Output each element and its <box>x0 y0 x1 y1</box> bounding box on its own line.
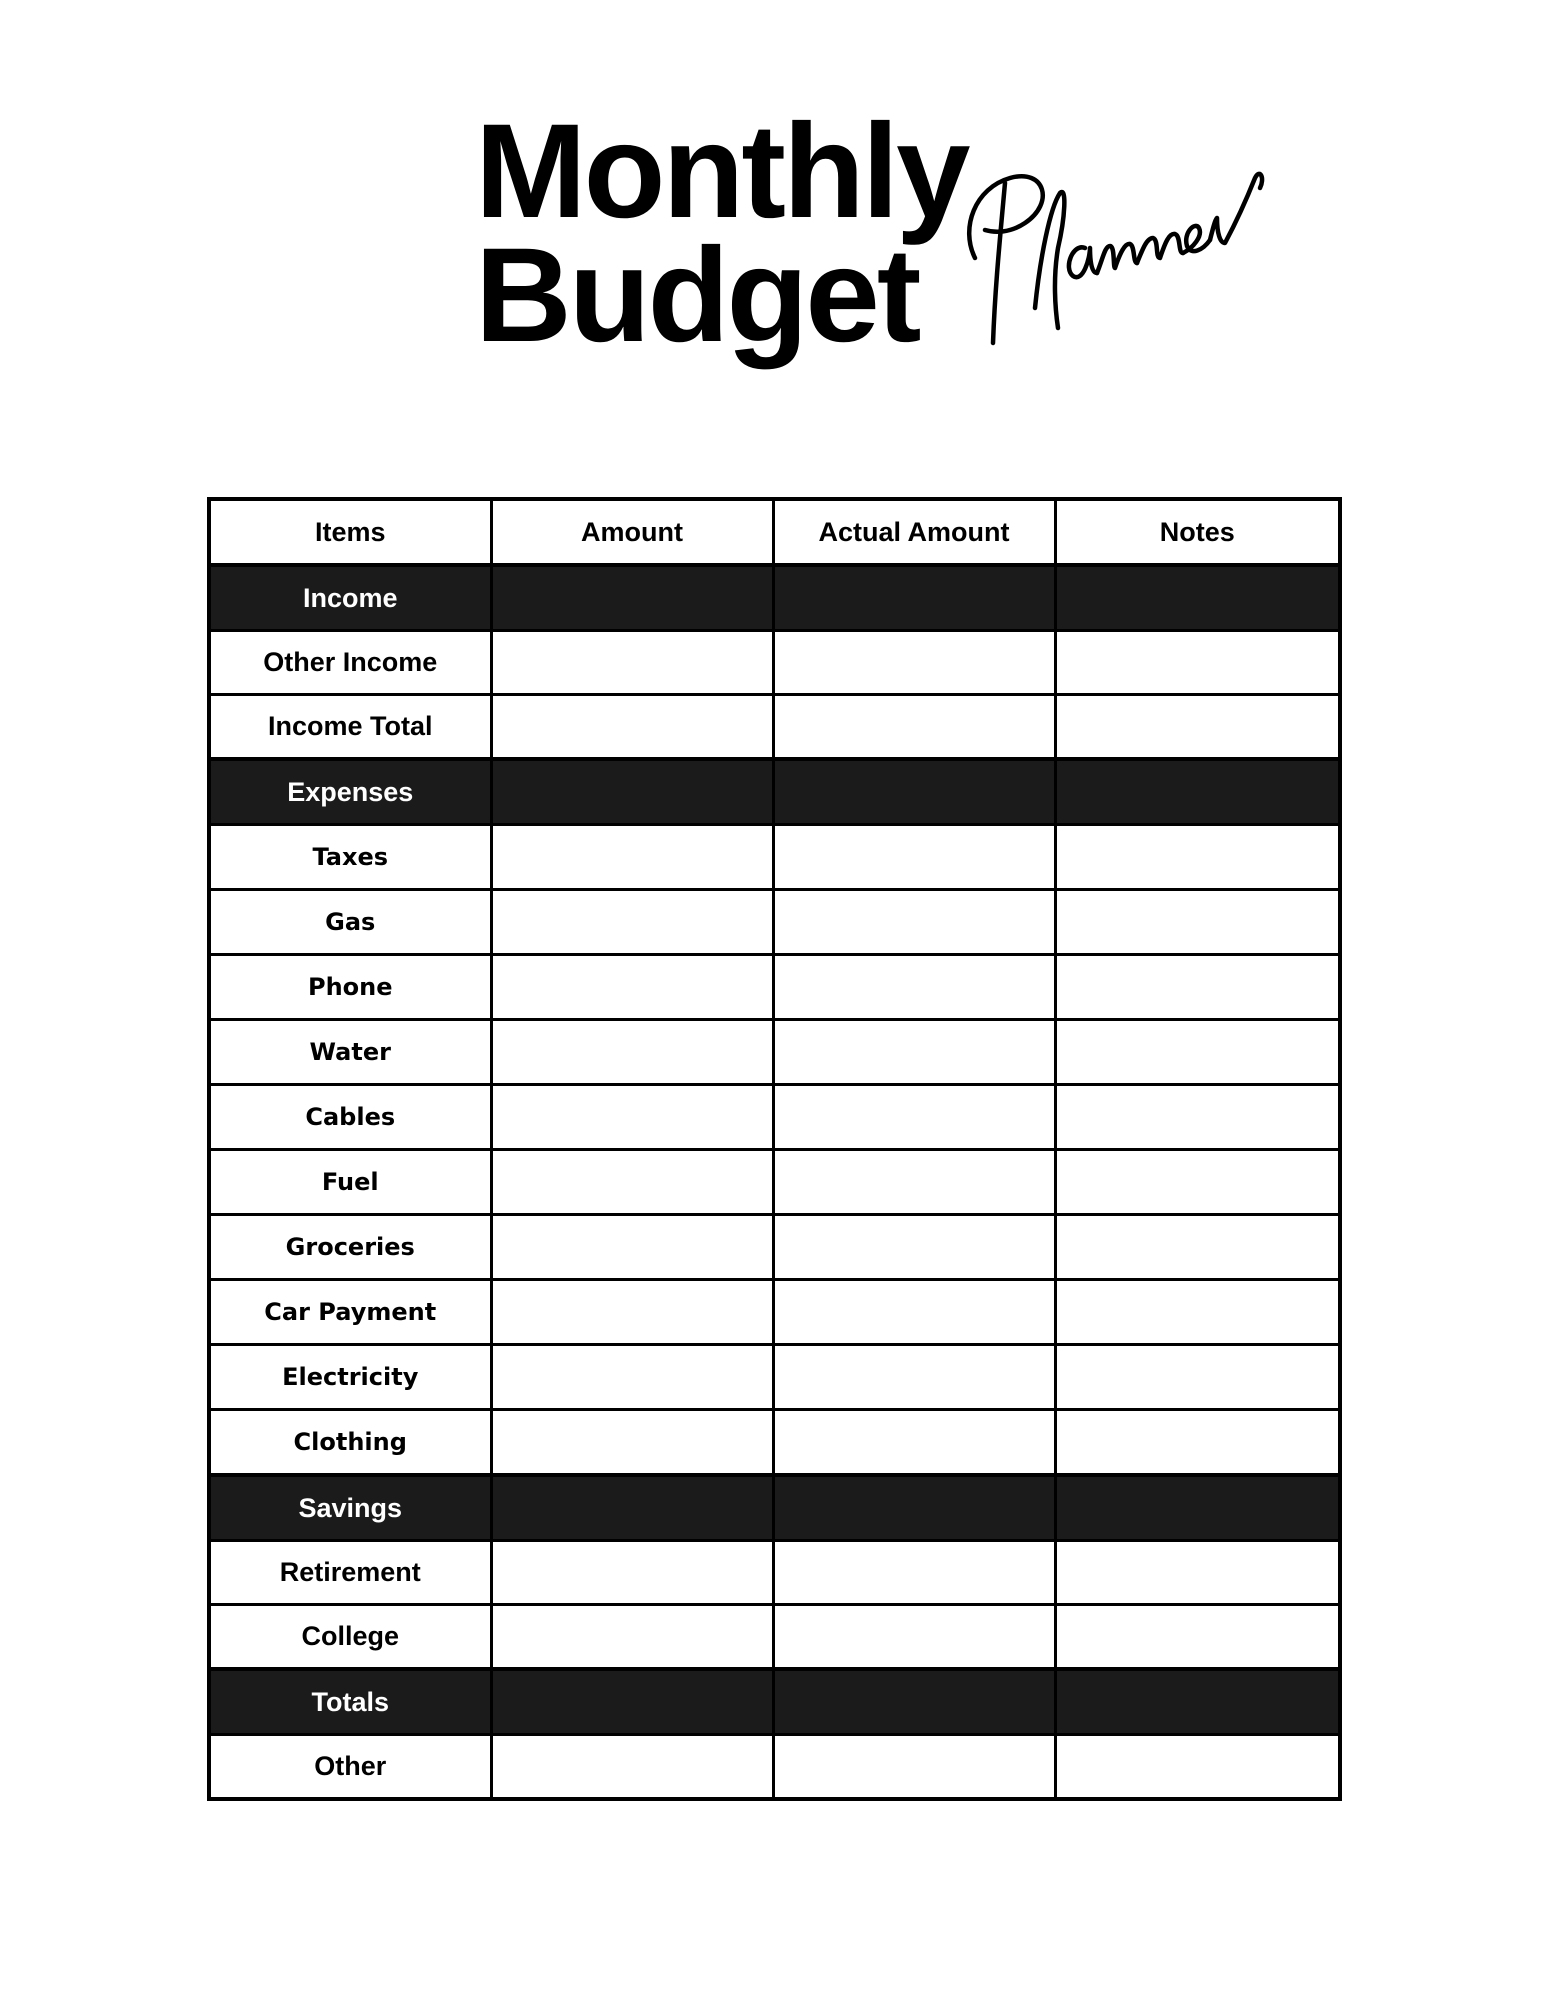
budget-table <box>207 497 1342 1801</box>
amount-cell[interactable] <box>491 890 773 955</box>
title-monthly: Monthly <box>475 97 968 246</box>
actual-amount-cell[interactable] <box>773 1215 1055 1280</box>
notes-cell[interactable] <box>1055 1150 1340 1215</box>
row-label: Other Income <box>209 631 491 695</box>
amount-cell[interactable] <box>491 955 773 1020</box>
row-label: Car Payment <box>209 1280 491 1345</box>
actual-amount-cell[interactable] <box>773 1605 1055 1670</box>
notes-cell[interactable] <box>1055 1085 1340 1150</box>
row-label: College <box>209 1605 491 1670</box>
table-row-phone <box>209 955 1340 1020</box>
actual-amount-cell[interactable] <box>773 825 1055 890</box>
actual-amount-cell[interactable] <box>773 1541 1055 1605</box>
actual-amount-cell[interactable] <box>773 1345 1055 1410</box>
row-label: Cables <box>209 1085 491 1150</box>
notes-cell[interactable] <box>1055 1541 1340 1605</box>
notes-cell[interactable] <box>1055 1605 1340 1670</box>
actual-amount-cell[interactable] <box>773 955 1055 1020</box>
amount-cell <box>491 565 773 631</box>
table-row-electricity <box>209 1345 1340 1410</box>
amount-cell[interactable] <box>491 1215 773 1280</box>
notes-cell[interactable] <box>1055 1215 1340 1280</box>
row-label: Retirement <box>209 1541 491 1605</box>
title-budget: Budget <box>475 221 919 370</box>
table-row-car-payment <box>209 1280 1340 1345</box>
table-row-gas <box>209 890 1340 955</box>
amount-cell[interactable] <box>491 1020 773 1085</box>
notes-cell[interactable] <box>1055 890 1340 955</box>
amount-cell[interactable] <box>491 1150 773 1215</box>
table-row-other-income <box>209 631 1340 695</box>
actual-amount-cell[interactable] <box>773 1150 1055 1215</box>
notes-cell <box>1055 1669 1340 1735</box>
amount-cell[interactable] <box>491 1410 773 1476</box>
page-title <box>475 97 968 370</box>
notes-cell[interactable] <box>1055 1410 1340 1476</box>
amount-cell <box>491 759 773 825</box>
planner-script-title <box>955 148 1275 348</box>
notes-cell <box>1055 565 1340 631</box>
table-row-taxes <box>209 825 1340 890</box>
table-row-retirement <box>209 1541 1340 1605</box>
amount-cell[interactable] <box>491 695 773 760</box>
amount-cell[interactable] <box>491 1345 773 1410</box>
row-label: Expenses <box>209 759 491 825</box>
table-row-other <box>209 1735 1340 1800</box>
table-row-water <box>209 1020 1340 1085</box>
amount-cell[interactable] <box>491 1735 773 1800</box>
planner-script-glyphs <box>955 148 1275 348</box>
row-label: Income <box>209 565 491 631</box>
actual-amount-cell[interactable] <box>773 890 1055 955</box>
section-row-expenses <box>209 759 1340 825</box>
amount-cell[interactable] <box>491 631 773 695</box>
table-header-row <box>209 499 1340 565</box>
table-row-income-total <box>209 695 1340 760</box>
table-row-clothing <box>209 1410 1340 1476</box>
notes-cell <box>1055 759 1340 825</box>
column-header-notes: Notes <box>1055 499 1340 565</box>
section-row-income <box>209 565 1340 631</box>
column-header-amount: Amount <box>491 499 773 565</box>
table-row-college <box>209 1605 1340 1670</box>
amount-cell <box>491 1475 773 1541</box>
row-label: Income Total <box>209 695 491 760</box>
actual-amount-cell[interactable] <box>773 1020 1055 1085</box>
actual-amount-cell[interactable] <box>773 1735 1055 1800</box>
actual-amount-cell[interactable] <box>773 1085 1055 1150</box>
actual-amount-cell <box>773 1669 1055 1735</box>
row-label: Other <box>209 1735 491 1800</box>
notes-cell[interactable] <box>1055 825 1340 890</box>
notes-cell[interactable] <box>1055 695 1340 760</box>
amount-cell[interactable] <box>491 1605 773 1670</box>
row-label: Groceries <box>209 1215 491 1280</box>
notes-cell[interactable] <box>1055 1345 1340 1410</box>
row-label: Gas <box>209 890 491 955</box>
notes-cell[interactable] <box>1055 955 1340 1020</box>
actual-amount-cell[interactable] <box>773 695 1055 760</box>
amount-cell[interactable] <box>491 825 773 890</box>
row-label: Fuel <box>209 1150 491 1215</box>
row-label: Electricity <box>209 1345 491 1410</box>
table-row-groceries <box>209 1215 1340 1280</box>
row-label: Clothing <box>209 1410 491 1476</box>
notes-cell[interactable] <box>1055 1735 1340 1800</box>
notes-cell[interactable] <box>1055 1280 1340 1345</box>
amount-cell[interactable] <box>491 1541 773 1605</box>
amount-cell[interactable] <box>491 1085 773 1150</box>
row-label: Taxes <box>209 825 491 890</box>
actual-amount-cell[interactable] <box>773 1410 1055 1476</box>
notes-cell <box>1055 1475 1340 1541</box>
actual-amount-cell[interactable] <box>773 631 1055 695</box>
table-row-cables <box>209 1085 1340 1150</box>
amount-cell <box>491 1669 773 1735</box>
row-label: Totals <box>209 1669 491 1735</box>
section-row-totals <box>209 1669 1340 1735</box>
notes-cell[interactable] <box>1055 631 1340 695</box>
row-label: Savings <box>209 1475 491 1541</box>
section-row-savings <box>209 1475 1340 1541</box>
row-label: Water <box>209 1020 491 1085</box>
row-label: Phone <box>209 955 491 1020</box>
actual-amount-cell <box>773 1475 1055 1541</box>
actual-amount-cell <box>773 759 1055 825</box>
column-header-items: Items <box>209 499 491 565</box>
table-row-fuel <box>209 1150 1340 1215</box>
actual-amount-cell[interactable] <box>773 1280 1055 1345</box>
amount-cell[interactable] <box>491 1280 773 1345</box>
column-header-actual-amount: Actual Amount <box>773 499 1055 565</box>
notes-cell[interactable] <box>1055 1020 1340 1085</box>
actual-amount-cell <box>773 565 1055 631</box>
